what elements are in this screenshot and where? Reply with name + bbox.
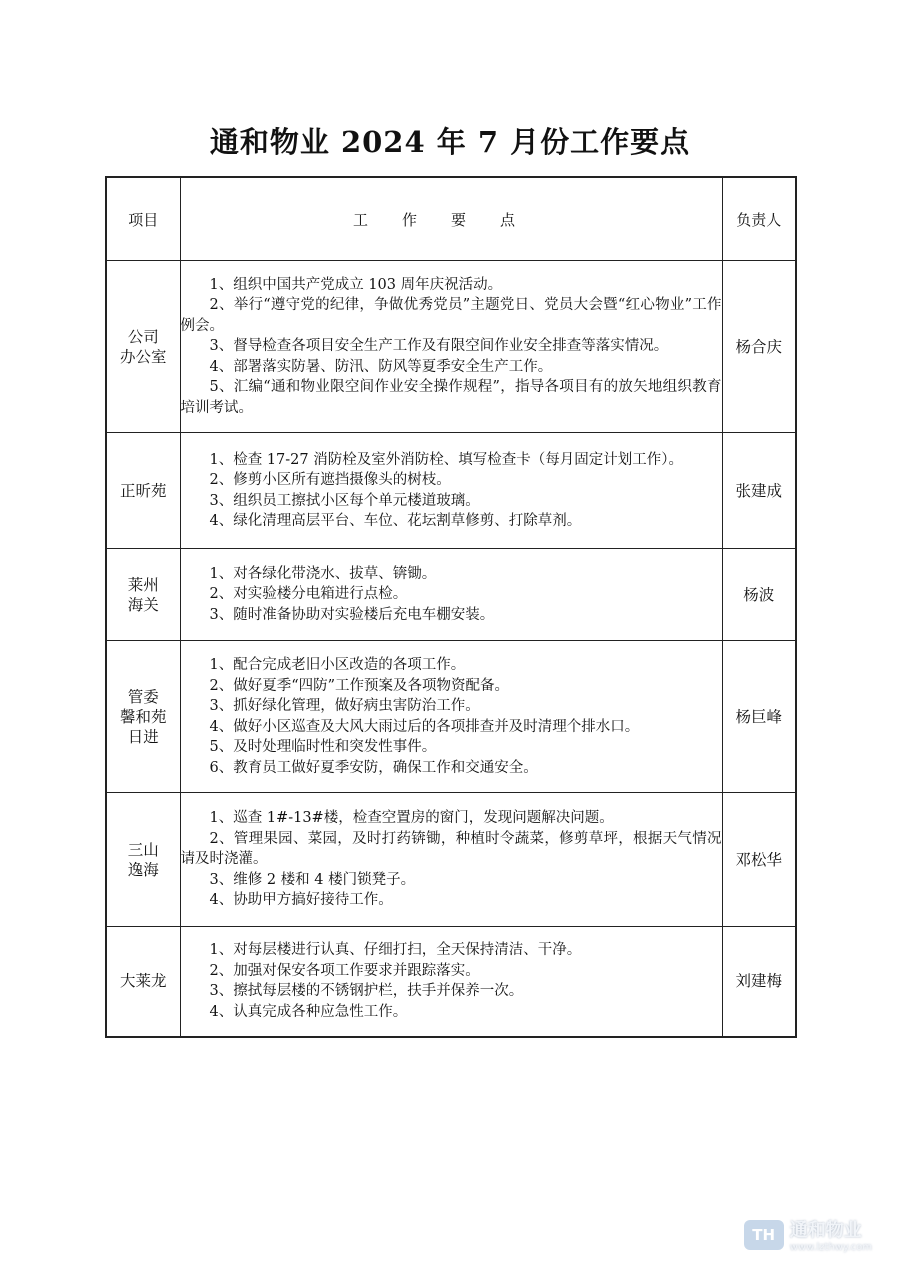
work-point-item: 1、巡查 1#-13#楼，检查空置房的窗门，发现问题解决问题。 <box>209 810 614 827</box>
project-name: 正昕苑 <box>119 481 167 500</box>
owner-cell <box>722 927 796 1037</box>
work-point-item: 3、随时准备协助对实验楼后充电车棚安装。 <box>209 606 495 623</box>
project-cell <box>106 549 180 641</box>
owner-cell <box>722 793 796 927</box>
work-point-item: 1、配合完成老旧小区改造的各项工作。 <box>209 657 466 673</box>
project-name: 大莱龙 <box>119 972 167 991</box>
table-row <box>106 641 796 793</box>
work-point-item: 3、组织员工擦拭小区每个单元楼道玻璃。 <box>209 492 480 509</box>
work-point-item: 2、加强对保安各项工作要求并跟踪落实。 <box>209 962 480 979</box>
project-cell <box>106 433 180 549</box>
table-row <box>106 261 796 433</box>
work-point-item: 3、擦拭每层楼的不锈钢护栏，扶手并保养一次。 <box>209 983 524 1000</box>
company-logo-icon: TH <box>744 1220 784 1250</box>
project-cell <box>106 927 180 1037</box>
work-point-item: 1、检查 17-27 消防栓及室外消防栓、填写检查卡（每月固定计划工作）。 <box>209 451 683 468</box>
work-point-item: 1、对每层楼进行认真、仔细打扫，全天保持清洁、干净。 <box>209 942 582 959</box>
work-point-item: 4、认真完成各种应急性工作。 <box>209 1003 408 1020</box>
work-point-item: 3、督导检查各项目安全生产工作及有限空间作业安全排查等落实情况。 <box>209 338 669 355</box>
project-cell <box>106 261 180 433</box>
watermark-name: 通和物业 <box>789 1220 862 1241</box>
table-row <box>106 433 796 549</box>
table-row <box>106 927 796 1037</box>
work-points-cell <box>180 549 722 641</box>
work-point-item: 3、维修 2 楼和 4 楼门锁凳子。 <box>209 871 416 888</box>
work-point-item: 4、协助甲方搞好接待工作。 <box>209 892 393 909</box>
work-point-item: 2、管理果园、菜园，及时打药锛锄，种植时令蔬菜，修剪草坪，根据天气情况请及时浇灌。 <box>180 830 722 868</box>
owner-name: 邓松华 <box>735 850 782 869</box>
work-point-item: 1、对各绿化带浇水、拔草、锛锄。 <box>209 565 437 582</box>
header-owner: 负责人 <box>722 177 796 261</box>
project-name: 管委 馨和苑 日进 <box>119 687 167 746</box>
header-work-points: 工作要点 <box>180 177 722 261</box>
work-point-item: 2、修剪小区所有遮挡摄像头的树枝。 <box>209 472 451 488</box>
project-cell <box>106 641 180 793</box>
work-points-cell <box>180 433 722 549</box>
project-name: 公司 办公室 <box>119 327 167 366</box>
work-point-item: 5、汇编“通和物业限空间作业安全操作规程”，指导各项目有的放矢地组织教育培训考试。 <box>180 379 722 416</box>
work-point-item: 4、绿化清理高层平台、车位、花坛割草修剪、打除草剂。 <box>209 513 582 529</box>
table-row <box>106 549 796 641</box>
work-point-item: 2、对实验楼分电箱进行点检。 <box>209 586 408 603</box>
owner-cell <box>722 261 796 433</box>
work-points-cell <box>180 927 722 1037</box>
work-points-table <box>105 176 797 1038</box>
page-title: 通和物业 2024 年 7 月份工作要点 <box>209 125 691 159</box>
work-points-cell <box>180 793 722 927</box>
watermark <box>744 1216 872 1253</box>
work-points-cell <box>180 641 722 793</box>
work-point-item: 1、组织中国共产党成立 103 周年庆祝活动。 <box>209 276 503 293</box>
project-name: 三山 逸海 <box>127 840 159 879</box>
owner-name: 刘建梅 <box>735 972 782 991</box>
owner-name: 杨波 <box>743 585 775 604</box>
owner-name: 杨巨峰 <box>735 707 782 726</box>
work-point-item: 4、部署落实防暑、防汛、防风等夏季安全生产工作。 <box>209 358 553 375</box>
owner-cell <box>722 641 796 793</box>
owner-name: 杨合庆 <box>735 337 782 356</box>
table-header-row <box>106 177 796 261</box>
owner-name: 张建成 <box>735 481 782 500</box>
project-cell <box>106 793 180 927</box>
owner-cell <box>722 433 796 549</box>
project-name: 莱州 海关 <box>127 575 159 614</box>
work-points-cell <box>180 261 722 433</box>
work-point-item: 6、教育员工做好夏季安防，确保工作和交通安全。 <box>209 759 538 776</box>
work-point-item: 5、及时处理临时性和突发性事件。 <box>209 739 437 755</box>
header-project: 项目 <box>106 177 180 261</box>
work-point-item: 3、抓好绿化管理，做好病虫害防治工作。 <box>209 698 480 714</box>
work-point-item: 2、做好夏季“四防”工作预案及各项物资配备。 <box>209 677 510 694</box>
work-point-item: 2、举行“遵守党的纪律，争做优秀党员”主题党日、党员大会暨“红心物业”工作例会。 <box>180 297 722 334</box>
table-row <box>106 793 796 927</box>
owner-cell <box>722 549 796 641</box>
work-point-item: 4、做好小区巡查及大风大雨过后的各项排查并及时清理个排水口。 <box>209 718 640 735</box>
watermark-url: www.lzthwy.com <box>789 1242 872 1253</box>
